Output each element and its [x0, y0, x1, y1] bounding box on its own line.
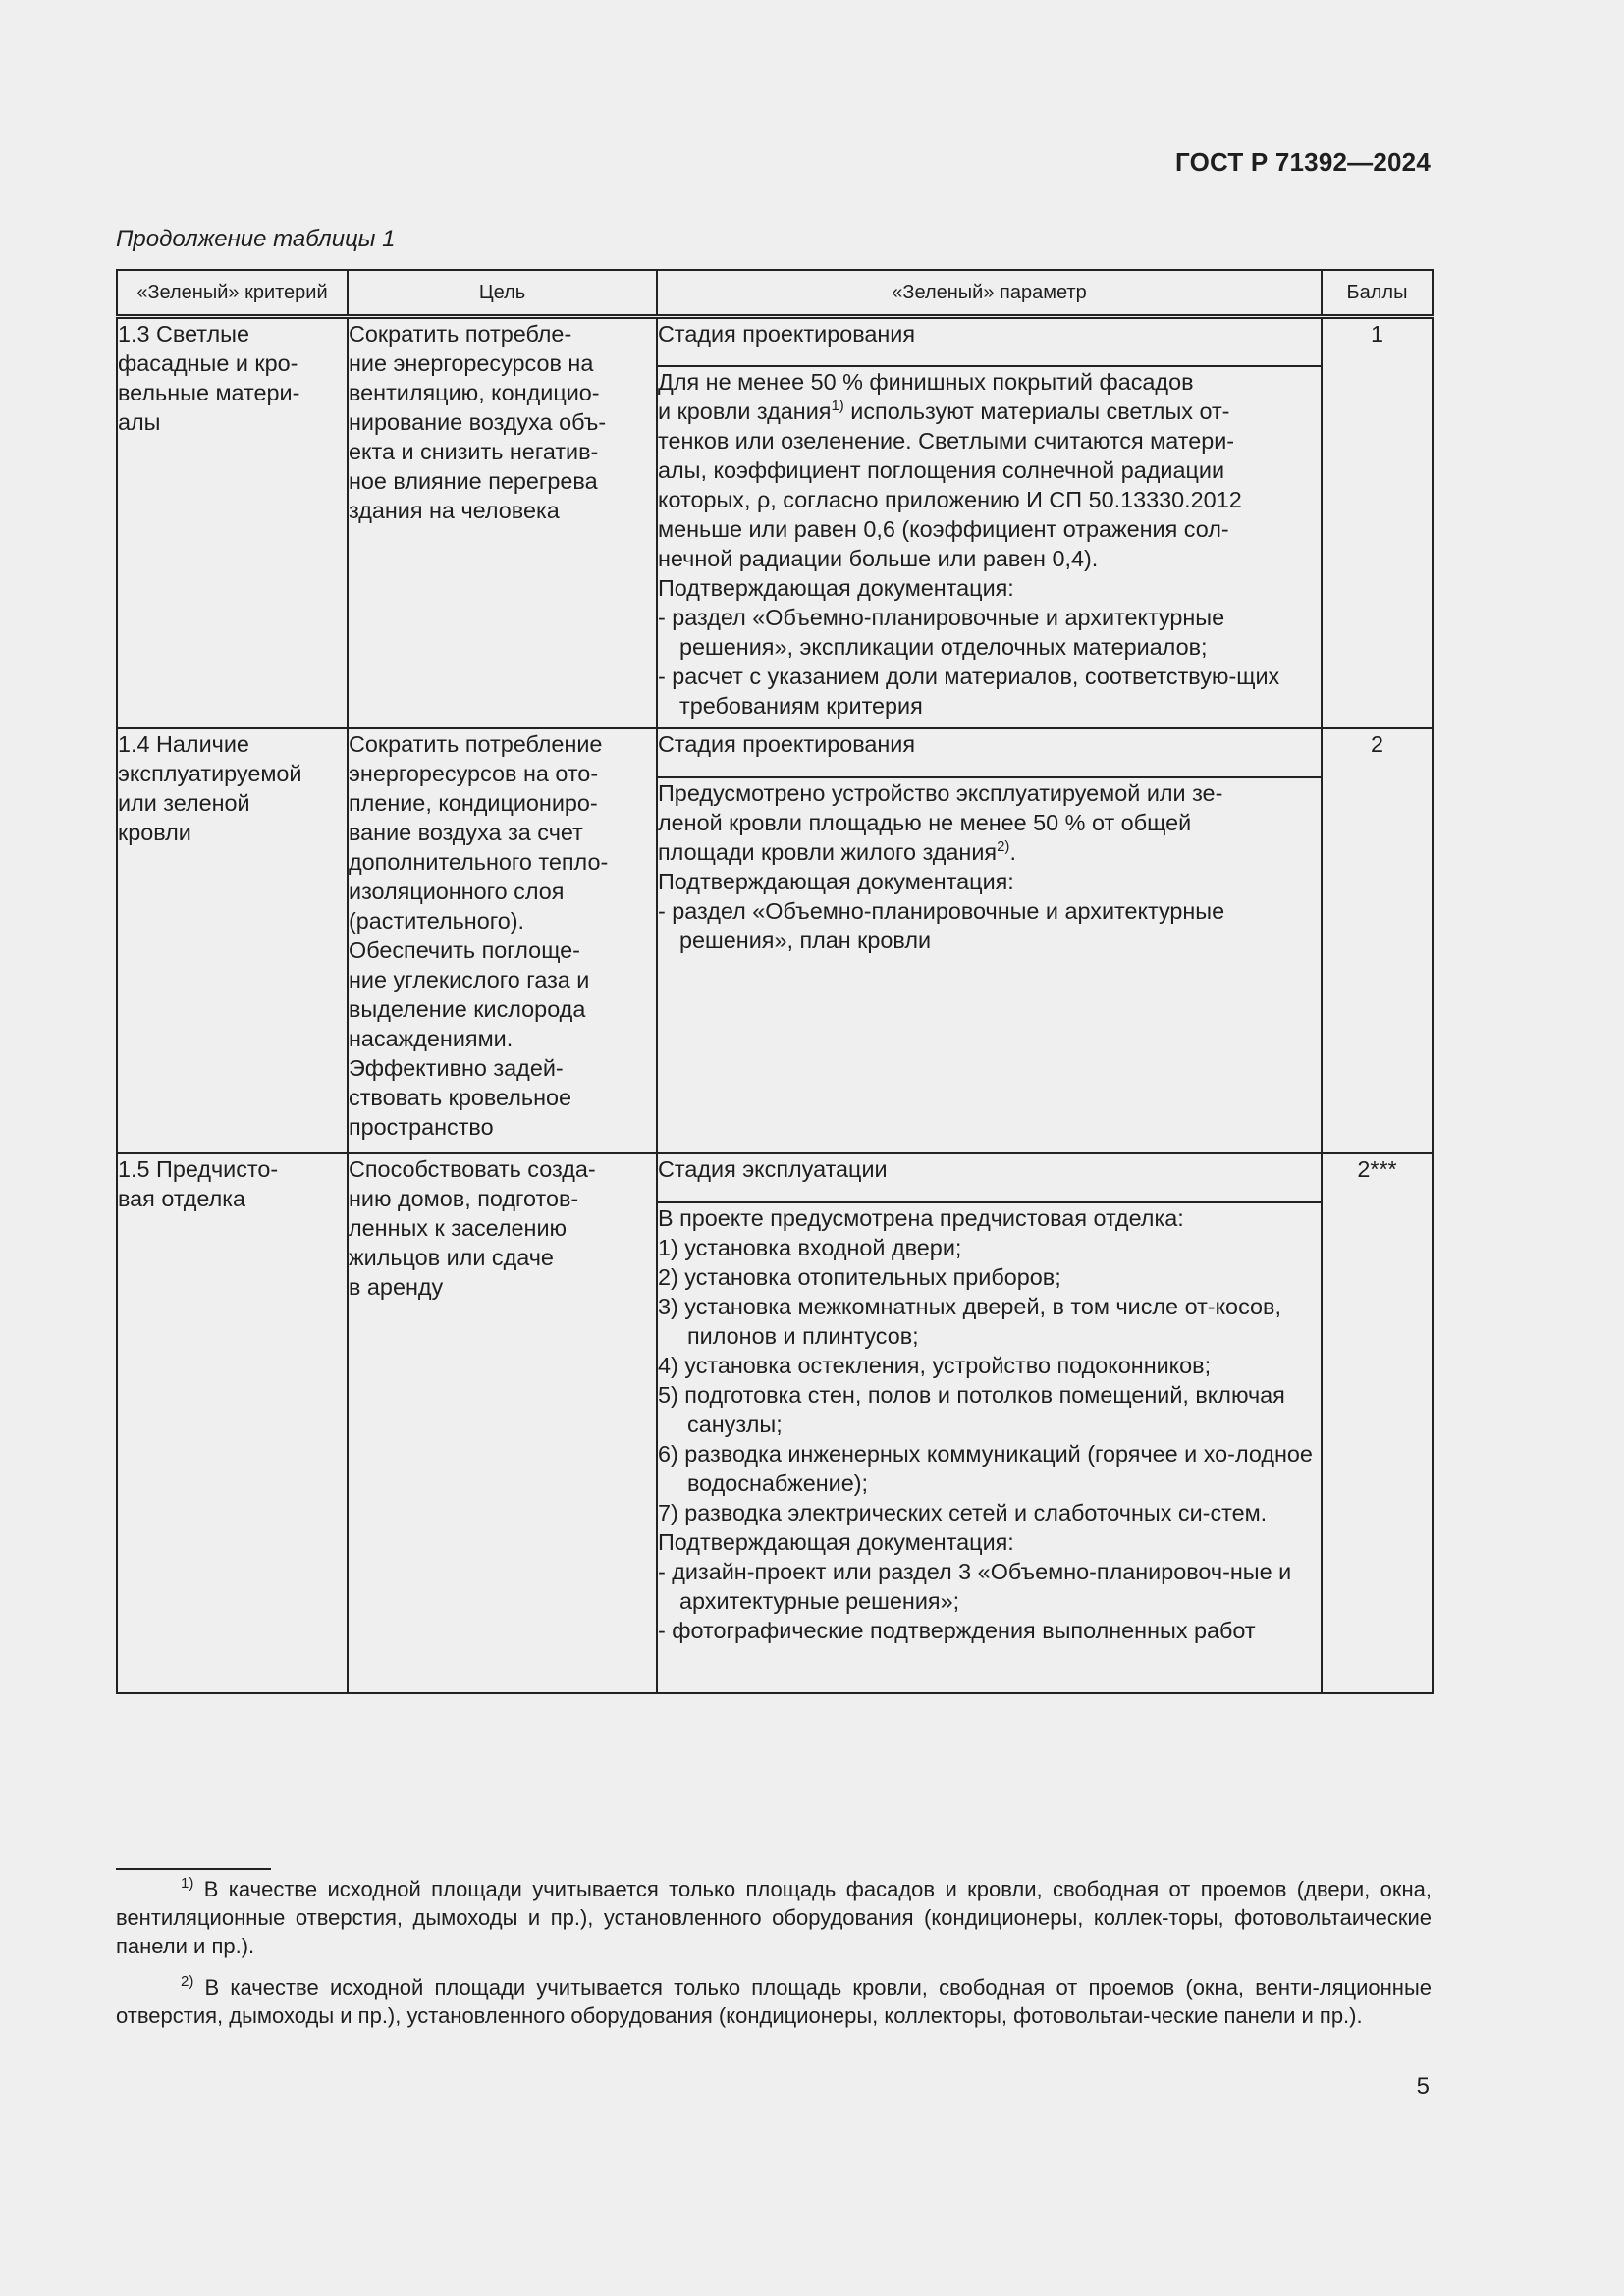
footnote-separator: [116, 1868, 271, 1870]
goal-line: пление, кондициониро-: [349, 789, 598, 816]
criterion-line: алы: [118, 409, 161, 435]
parameter-text-span: - фотографические подтверждения выполненных работ: [658, 1617, 1256, 1643]
stage-cell: Стадия эксплуатации: [657, 1153, 1322, 1202]
parameter-cell: [657, 1202, 1322, 1693]
parameter-cell: [657, 366, 1322, 728]
footnote-reference: 1): [831, 397, 844, 414]
goal-line: насаждениями.: [349, 1025, 514, 1051]
parameter-text-span: - расчет с указанием доли материалов, соответствую-щих требованиям критерия: [658, 663, 1280, 719]
stage-cell: Стадия проектирования: [657, 728, 1322, 777]
parameter-text-span: леной кровли площадью не менее 50 % от общей: [658, 809, 1192, 835]
numbered-item: [658, 1292, 1321, 1351]
parameter-text-span: нечной радиации больше или равен 0,4).: [658, 545, 1099, 571]
footnote-reference: 2): [997, 837, 1010, 855]
parameter-text-span: Подтверждающая документация:: [658, 574, 1014, 601]
goal-line: в аренду: [349, 1273, 444, 1300]
parameter-text: [658, 573, 1321, 603]
goal-line: вентиляцию, кондицио-: [349, 380, 600, 405]
parameter-text: [658, 808, 1321, 837]
footnote-1: [116, 1875, 1432, 1960]
parameter-text: [658, 397, 1321, 426]
parameter-text: [658, 867, 1321, 896]
goal-line: изоляционного слоя: [349, 878, 565, 904]
criterion-line: вельные матери-: [118, 380, 300, 405]
parameter-text: [658, 837, 1321, 867]
goal-line: (растительного).: [349, 907, 525, 934]
criterion-line: 1.4 Наличие: [118, 730, 249, 757]
goal-line: энергоресурсов на ото-: [349, 760, 599, 786]
goal-line: нирование воздуха объ-: [349, 409, 607, 435]
column-header-parameter: «Зеленый» параметр: [657, 270, 1322, 317]
goal-line: ствовать кровельное: [349, 1084, 572, 1110]
page-number: 5: [1416, 2073, 1430, 2100]
document-code: ГОСТ Р 71392—2024: [1175, 147, 1431, 177]
footnote-2-text: В качестве исходной площади учитывается только площадь кровли, свободная от проемов (окна, венти-ляционные отверстия, дымоходы и пр.), установленного оборудования (кондиционеры, коллекторы, фотовольтаи-ческие панели и пр.).: [116, 1975, 1432, 2028]
footnote-1-mark: 1): [181, 1875, 194, 1892]
column-header-score: Баллы: [1322, 270, 1433, 317]
score-cell: 1: [1322, 317, 1433, 728]
parameter-text: [658, 485, 1321, 514]
parameter-cell: [657, 777, 1322, 1153]
goal-line: екта и снизить негатив-: [349, 439, 599, 464]
table-header-row: [117, 270, 1433, 317]
goal-line: дополнительного тепло-: [349, 848, 609, 875]
goal-line: Способствовать созда-: [349, 1155, 596, 1182]
parameter-text-span: 7) разводка электрических сетей и слаботочных си-стем.: [658, 1499, 1268, 1525]
parameter-text-span: 6) разводка инженерных коммуникаций (горячее и хо-лодное водоснабжение);: [658, 1440, 1313, 1496]
bullet-item: [658, 1557, 1321, 1616]
parameter-text-span: - дизайн-проект или раздел 3 «Объемно-планировоч-ные и архитектурные решения»;: [658, 1558, 1292, 1614]
numbered-item: [658, 1439, 1321, 1498]
parameter-text-span: - раздел «Объемно-планировочные и архитектурные решения», план кровли: [658, 897, 1225, 953]
parameter-text: [658, 778, 1321, 808]
goal-line: Эффективно задей-: [349, 1054, 564, 1081]
criterion-line: 1.3 Светлые: [118, 321, 249, 347]
goal-line: Сократить потребление: [349, 730, 603, 757]
criterion-line: кровли: [118, 819, 191, 845]
parameter-text-span: В проекте предусмотрена предчистовая отделка:: [658, 1204, 1184, 1231]
numbered-item: [658, 1262, 1321, 1292]
parameter-text-span: которых, ρ, согласно приложению И СП 50.13330.2012: [658, 486, 1242, 512]
numbered-item: [658, 1380, 1321, 1439]
goal-line: ние энергоресурсов на: [349, 350, 594, 376]
table-row: [117, 1153, 1433, 1202]
goal-line: пространство: [349, 1113, 494, 1140]
parameter-text-span: и кровли здания: [658, 398, 832, 424]
parameter-text-span: Подтверждающая документация:: [658, 1528, 1014, 1555]
parameter-text-span: 2) установка отопительных приборов;: [658, 1263, 1061, 1290]
footnote-1-text: В качестве исходной площади учитывается только площадь фасадов и кровли, свободная от проемов (двери, окна, вентиляционные отверстия, дымоходы и пр.), установленного оборудования (кондиционеры, коллек-торы, фотовольтаические панели и пр.).: [116, 1877, 1432, 1958]
parameter-text-tail: используют материалы светлых от-: [843, 398, 1230, 424]
parameter-text-span: 3) установка межкомнатных дверей, в том числе от-косов, пилонов и плинтусов;: [658, 1293, 1281, 1349]
goal-line: выделение кислорода: [349, 995, 586, 1022]
numbered-item: [658, 1498, 1321, 1527]
goal-line: ние углекислого газа и: [349, 966, 590, 992]
parameter-text-span: алы, коэффициент поглощения солнечной радиации: [658, 456, 1225, 483]
table-row: [117, 317, 1433, 366]
parameter-text-span: 1) установка входной двери;: [658, 1234, 962, 1260]
parameter-text-span: 5) подготовка стен, полов и потолков помещений, включая санузлы;: [658, 1381, 1285, 1437]
parameter-text: [658, 514, 1321, 544]
parameter-text-span: тенков или озеленение. Светлыми считаются матери-: [658, 427, 1235, 454]
goal-line: ное влияние перегрева: [349, 468, 598, 494]
parameter-text: [658, 367, 1321, 397]
parameter-text-span: площади кровли жилого здания: [658, 838, 998, 865]
criterion-line: 1.5 Предчисто-: [118, 1155, 279, 1182]
stage-cell: Стадия проектирования: [657, 317, 1322, 366]
goal-line: нию домов, подготов-: [349, 1185, 579, 1211]
goal-cell: [348, 728, 657, 1153]
numbered-item: [658, 1233, 1321, 1262]
numbered-item: [658, 1351, 1321, 1380]
column-header-criterion: «Зеленый» критерий: [117, 270, 348, 317]
score-cell: 2***: [1322, 1153, 1433, 1693]
table-caption: Продолжение таблицы 1: [116, 226, 396, 252]
parameter-text-span: Для не менее 50 % финишных покрытий фасадов: [658, 368, 1194, 395]
criterion-cell: [117, 317, 348, 728]
bullet-item: [658, 1616, 1321, 1645]
goal-line: ленных к заселению: [349, 1214, 568, 1241]
criterion-line: вая отделка: [118, 1185, 246, 1211]
criterion-line: эксплуатируемой: [118, 760, 302, 786]
goal-cell: [348, 1153, 657, 1693]
goal-line: Сократить потребле-: [349, 321, 572, 347]
parameter-text: [658, 455, 1321, 485]
footnote-2-mark: 2): [181, 1973, 194, 1990]
parameter-text: [658, 1527, 1321, 1557]
parameter-text-span: - раздел «Объемно-планировочные и архитектурные решения», экспликации отделочных материалов;: [658, 604, 1225, 660]
parameter-text-span: 4) установка остекления, устройство подоконников;: [658, 1352, 1212, 1378]
parameter-text: [658, 426, 1321, 455]
parameter-text-span: Предусмотрено устройство эксплуатируемой или зе-: [658, 779, 1223, 806]
footnote-2: [116, 1973, 1432, 2030]
parameter-text-span: меньше или равен 0,6 (коэффициент отражения сол-: [658, 515, 1229, 542]
criterion-cell: [117, 728, 348, 1153]
goal-line: Обеспечить поглоще-: [349, 936, 580, 963]
bullet-item: [658, 662, 1321, 721]
criterion-line: фасадные и кро-: [118, 350, 298, 376]
parameter-text-tail: .: [1009, 838, 1016, 865]
parameter-text: [658, 1203, 1321, 1233]
goal-cell: [348, 317, 657, 728]
parameter-text: [658, 544, 1321, 573]
bullet-item: [658, 603, 1321, 662]
column-header-goal: Цель: [348, 270, 657, 317]
score-cell: 2: [1322, 728, 1433, 1153]
goal-line: здания на человека: [349, 498, 560, 523]
goal-line: вание воздуха за счет: [349, 819, 583, 845]
criterion-line: или зеленой: [118, 789, 250, 816]
criterion-cell: [117, 1153, 348, 1693]
criteria-table: [116, 269, 1434, 1694]
goal-line: жильцов или сдаче: [349, 1244, 554, 1270]
parameter-text-span: Подтверждающая документация:: [658, 868, 1014, 894]
table-row: [117, 728, 1433, 777]
bullet-item: [658, 896, 1321, 955]
